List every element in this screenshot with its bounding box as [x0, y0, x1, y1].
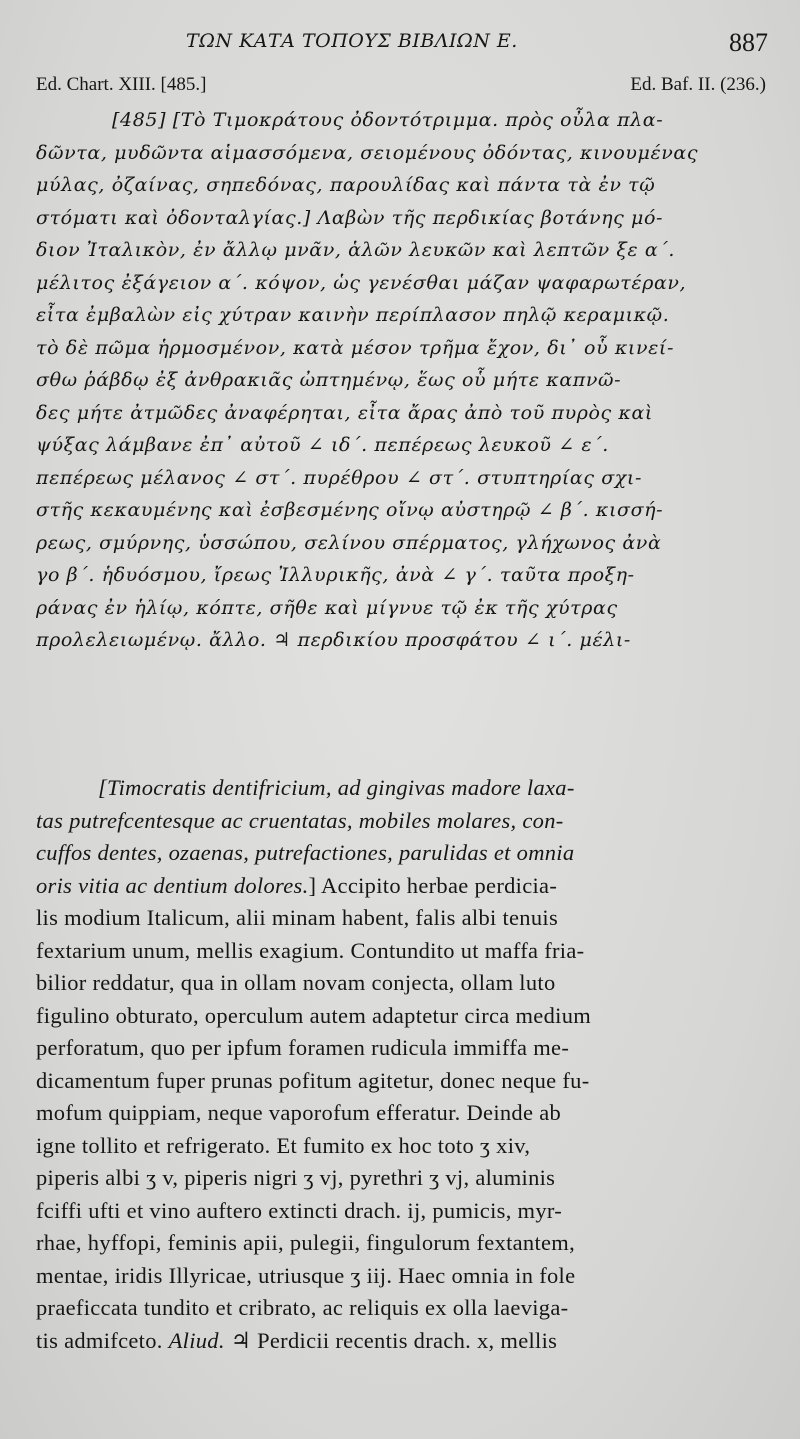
greek-line: μύλας, ὀζαίνας, σηπεδόνας, παρουλίδας καὶ πάντα τὰ ἐν τῷ: [36, 174, 656, 196]
greek-line: ρεως, σμύρνης, ὑσσώπου, σελίνου σπέρματος, γλήχωνος ἀνὰ: [36, 531, 662, 554]
latin-italic-span: Aliud.: [168, 1327, 225, 1353]
latin-line: mentae, iridis Illyricae, utriusque ʒ iij. Haec omnia in fole: [36, 1262, 576, 1288]
latin-line: perforatum, quo per ipfum foramen rudicula immiffa me-: [36, 1035, 570, 1060]
greek-line: σθω ῥάβδῳ ἐξ ἀνθρακιᾶς ὠπτημένῳ, ἕως οὗ μήτε καπνῶ-: [36, 369, 622, 391]
latin-line: [36, 1325, 766, 1358]
latin-line: cuffos dentes, ozaenas, putrefactiones, parulidas et omnia: [36, 840, 575, 865]
latin-line: igne tollito et refrigerato. Et fumito ex hoc toto ʒ xiv,: [36, 1132, 531, 1158]
latin-line: praeficcata tundito et cribrato, ac reliquis ex olla laeviga-: [36, 1295, 569, 1320]
latin-text-block: [36, 772, 766, 1357]
greek-line: δῶντα, μυδῶντα αἱμασσόμενα, σειομένους ὀδόντας, κινουμένας: [36, 141, 699, 164]
greek-line: εἶτα ἐμβαλὼν εἰς χύτραν καινὴν περίπλασον πηλῷ κεραμικῷ.: [36, 304, 670, 326]
latin-line: [Timocratis dentifricium, ad gingivas madore laxa-: [98, 775, 575, 800]
latin-line: figulino obturato, operculum autem adaptetur circa medium: [36, 1002, 592, 1028]
greek-line: μέλιτος ἐξάγειον α΄. κόψον, ὡς γενέσθαι μάζαν ψαφαρωτέραν,: [36, 271, 687, 294]
latin-line: lis modium Italicum, alii minam habent, falis albi tenuis: [36, 905, 559, 930]
edition-chartier: Ed. Chart. XIII. [485.]: [36, 74, 207, 95]
edition-line: [36, 74, 766, 102]
greek-line: πεπέρεως μέλανος ∠ στ΄. πυρέθρου ∠ στ΄. στυπτηρίας σχι-: [36, 466, 642, 489]
running-title: ΤΩΝ ΚΑΤΑ ΤΟΠΟΥΣ ΒΙΒΛΙΩΝ Ε.: [186, 30, 518, 52]
running-head: [36, 30, 770, 62]
latin-line: rhae, hyffopi, feminis apii, pulegii, fingulorum fextantem,: [36, 1230, 576, 1255]
latin-line: tas putrefcentesque ac cruentatas, mobiles molares, con-: [36, 807, 564, 833]
greek-line: [485] [Τὸ Τιμοκράτους ὀδοντότριμμα. πρὸς οὖλα πλα-: [112, 109, 664, 131]
greek-line: διον Ἰταλικὸν, ἐν ἄλλῳ μνᾶν, ἁλῶν λευκῶν καὶ λεπτῶν ξε α΄.: [36, 239, 676, 261]
greek-line: στόματι καὶ ὀδονταλγίας.] Λαβὼν τῆς περδικίας βοτάνης μό-: [36, 206, 664, 229]
greek-line: τὸ δὲ πῶμα ἡρμοσμένον, κατὰ μέσον τρῆμα ἔχον, δι᾿ οὗ κινεί-: [36, 336, 674, 359]
latin-line: bilior reddatur, qua in ollam novam conjecta, ollam luto: [36, 970, 556, 995]
latin-line: fciffi ufti et vino auftero extincti drach. ij, pumicis, myr-: [36, 1197, 563, 1223]
latin-line: piperis albi ʒ v, piperis nigri ʒ vj, pyrethri ʒ vj, aluminis: [36, 1165, 556, 1190]
latin-line: [36, 870, 766, 903]
latin-plain-span: ] Accipito herbae perdicia-: [308, 872, 558, 898]
latin-plain-span: tis admifceto.: [36, 1327, 169, 1353]
greek-line: ράνας ἐν ἡλίῳ, κόπτε, σῆθε καὶ μίγνυε τῷ ἐκ τῆς χύτρας: [36, 596, 618, 619]
latin-line: fextarium unum, mellis exagium. Contundito ut maffa fria-: [36, 937, 585, 963]
page-number: 887: [729, 28, 768, 57]
latin-line: dicamentum fuper prunas pofitum agitetur, donec neque fu-: [36, 1067, 590, 1093]
greek-line: προλελειωμένῳ. ἄλλο. ♃ περδικίου προσφάτου ∠ ι΄. μέλι-: [36, 629, 631, 651]
latin-line: mofum quippiam, neque vaporofum efferatur. Deinde ab: [36, 1100, 562, 1125]
greek-line: στῆς κεκαυμένης καὶ ἐσβεσμένης οἴνῳ αὐστηρῷ ∠ β΄. κισσή-: [36, 499, 664, 521]
greek-line: ψύξας λάμβανε ἐπ᾿ αὐτοῦ ∠ ιδ΄. πεπέρεως λευκοῦ ∠ ε΄.: [36, 434, 609, 456]
latin-italic-span: oris vitia ac dentium dolores.: [36, 872, 309, 898]
greek-line: δες μήτε ἀτμῶδες ἀναφέρηται, εἶτα ἄρας ἀπὸ τοῦ πυρὸς καὶ: [36, 401, 653, 424]
greek-line: γο β΄. ἡδυόσμου, ἴρεως Ἰλλυρικῆς, ἀνὰ ∠ γ΄. ταῦτα προξη-: [36, 564, 635, 586]
greek-text-block: [36, 104, 766, 657]
edition-basel: Ed. Baf. II. (236.): [630, 74, 766, 95]
latin-plain-span: ♃ Perdicii recentis drach. x, mellis: [224, 1327, 558, 1353]
